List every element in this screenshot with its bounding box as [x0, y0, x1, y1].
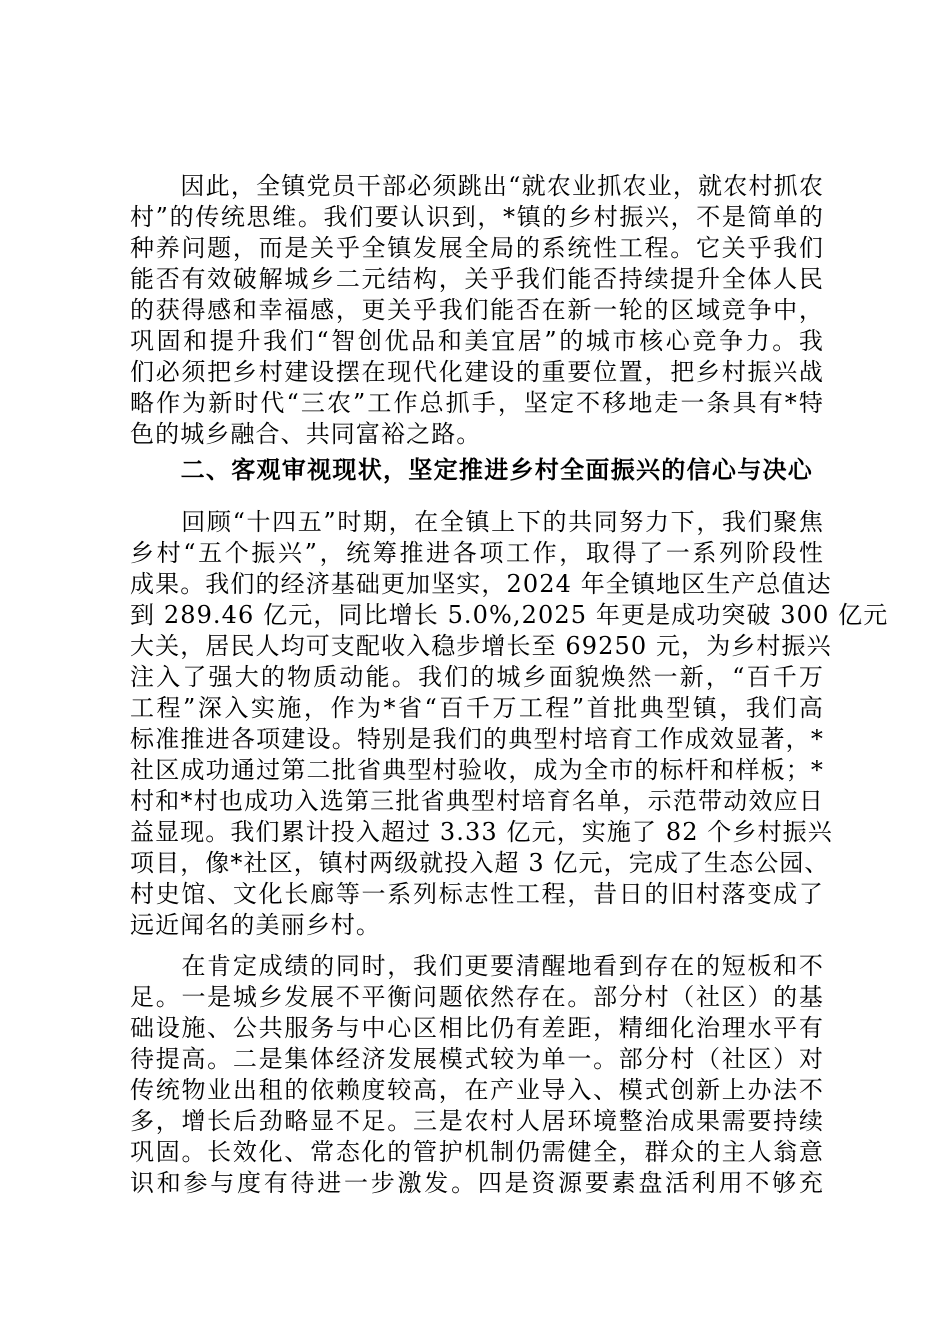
- paragraph-line: 略作为新时代“三农”工作总抓手，坚定不移地走一条具有*特: [130, 389, 824, 417]
- paragraph-line: 村史馆、文化长廊等一系列标志性工程，昔日的旧村落变成了: [130, 880, 824, 908]
- paragraph-line: 乡村“五个振兴”，统筹推进各项工作，取得了一系列阶段性: [130, 539, 824, 567]
- paragraph-line: 标准推进各项建设。特别是我们的典型村培育工作成效显著，*: [130, 725, 824, 753]
- paragraph-line: 待提高。二是集体经济发展模式较为单一。部分村（社区）对: [130, 1045, 824, 1073]
- paragraph-line: 们必须把乡村建设摆在现代化建设的重要位置，把乡村振兴战: [130, 358, 824, 386]
- paragraph-line: 回顾“十四五”时期，在全镇上下的共同努力下，我们聚焦: [130, 508, 824, 536]
- paragraph-line: 村和*村也成功入选第三批省典型村培育名单，示范带动效应日: [130, 787, 824, 815]
- paragraph-line: 种养问题，而是关乎全镇发展全局的系统性工程。它关乎我们: [130, 234, 824, 262]
- paragraph-line: 传统物业出租的依赖度较高，在产业导入、模式创新上办法不: [130, 1076, 824, 1104]
- section-heading: 二、客观审视现状，坚定推进乡村全面振兴的信心与决心: [130, 455, 814, 484]
- paragraph-line: 益显现。我们累计投入超过 3.33 亿元，实施了 82 个乡村振兴: [130, 818, 833, 846]
- paragraph-line: 巩固。长效化、常态化的管护机制仍需健全，群众的主人翁意: [130, 1138, 824, 1166]
- paragraph-line: 远近闻名的美丽乡村。: [130, 911, 381, 939]
- paragraph-line: 在肯定成绩的同时，我们更要清醒地看到存在的短板和不: [130, 952, 824, 980]
- paragraph-line: 巩固和提升我们“智创优品和美宜居”的城市核心竞争力。我: [130, 327, 824, 355]
- paragraph-line: 因此，全镇党员干部必须跳出“就农业抓农业，就农村抓农: [130, 172, 824, 200]
- paragraph-line: 础设施、公共服务与中心区相比仍有差距，精细化治理水平有: [130, 1014, 824, 1042]
- paragraph-line: 多，增长后劲略显不足。三是农村人居环境整治成果需要持续: [130, 1107, 824, 1135]
- paragraph-line: 色的城乡融合、共同富裕之路。: [130, 420, 482, 448]
- paragraph-line: 大关，居民人均可支配收入稳步增长至 69250 元，为乡村振兴: [130, 632, 832, 660]
- paragraph-line: 项目，像*社区，镇村两级就投入超 3 亿元，完成了生态公园、: [130, 849, 830, 877]
- paragraph-line: 成果。我们的经济基础更加坚实，2024 年全镇地区生产总值达: [130, 570, 832, 598]
- paragraph-line: 到 289.46 亿元，同比增长 5.0%,2025 年更是成功突破 300 亿元: [130, 601, 889, 629]
- paragraph-line: 社区成功通过第二批省典型村验收，成为全市的标杆和样板；*: [130, 756, 824, 784]
- paragraph-line: 注入了强大的物质动能。我们的城乡面貌焕然一新，“百千万: [130, 663, 824, 691]
- paragraph-line: 的获得感和幸福感，更关乎我们能否在新一轮的区域竞争中，: [130, 296, 824, 324]
- paragraph-line: 村”的传统思维。我们要认识到，*镇的乡村振兴，不是简单的: [130, 203, 824, 231]
- paragraph-line: 足。一是城乡发展不平衡问题依然存在。部分村（社区）的基: [130, 983, 824, 1011]
- paragraph-line: 识和参与度有待进一步激发。四是资源要素盘活利用不够充: [130, 1169, 824, 1197]
- paragraph-line: 工程”深入实施，作为*省“百千万工程”首批典型镇，我们高: [130, 694, 824, 722]
- paragraph-line: 能否有效破解城乡二元结构，关乎我们能否持续提升全体人民: [130, 265, 824, 293]
